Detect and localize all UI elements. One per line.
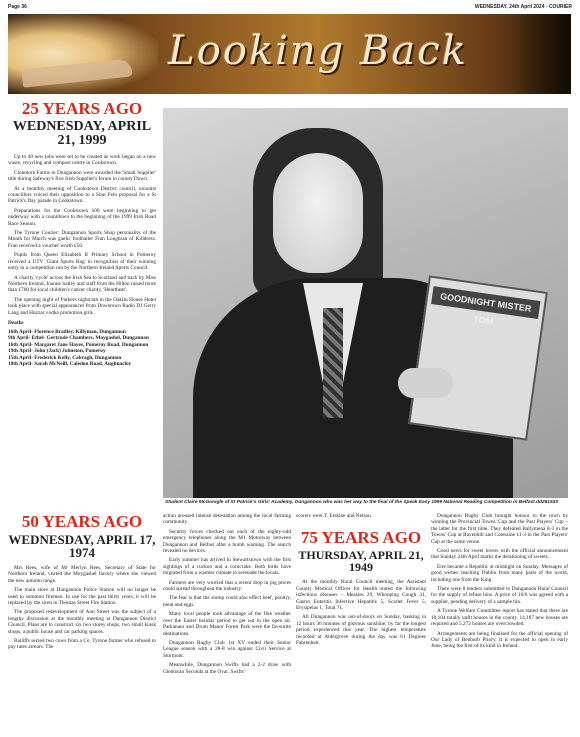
death-notice: 15th April- Frederick Kelly, Cabragh, Dungannon — [8, 354, 122, 361]
article-paragraph: Farmers are very worried that a recent drop in pig prices could spread throughout the industry. — [163, 579, 291, 593]
article-paragraph: Preparations for the Cookstown 100 were beginning to get underway with a countdown to the beginning of the 1999 Irish Road Race Season. — [8, 207, 156, 227]
section-date: WEDNESDAY, APRIL 17, 1974 — [8, 532, 156, 560]
article-paragraph: The main store at Dungannon Police Station will no longer be used to summon firemen. In use for the past thirty years, it will be replaced by the siren in Thomas Street Fire Station. — [8, 587, 156, 607]
article-paragraph: Bailiffs seized two cows from a Co. Tyrone farmer who refused to pay rates arrears. The — [8, 638, 156, 651]
article-paragraph: Security forces checked out each of the eighty-odd emergency telephones along the M1 Motorway between Dungannon and Belfast after a bomb warning. The search revealed no devices. — [163, 528, 291, 555]
article-paragraph: Pupils from Queen Elizabeth II Primary School in Pomeroy received a UTV 'Giant Sports Bag' in recognition of their winning entry in a competition run by the Northern Ireland Sports Council. — [8, 252, 156, 272]
article-paragraph: There were 8 tenders submitted to Dungannon Rural Council for the supply of refuse bins. A price of 16/6 was agreed with a supplier, pending delivery of a sample bin. — [431, 586, 568, 605]
article-column-4 — [431, 513, 568, 650]
section-date: WEDNESDAY, APRIL 21, 1999 — [12, 119, 152, 148]
dateline: WEDNESDAY, 24th April 2024 - COURIER — [474, 4, 572, 10]
article-paragraph: scorers were T. Erskine and Nelson. — [296, 513, 373, 519]
death-notice: 19th April- John (Jack) Johnston, Pomeroy — [8, 348, 106, 355]
article-paragraph: At a monthly meeting of Cookstown District council, unionist councillors voiced their opposition to a Sinn Fein proposal for a St Patrick's Day parade in Cookstown. — [8, 185, 156, 205]
page-header — [8, 4, 572, 12]
article-paragraph: Eire became a Republic at midnight on Sunday. Messages of good wishes reaching Dublin from many parts of the world, including one from the King. — [431, 563, 568, 583]
looking-back-banner — [8, 14, 571, 94]
section-title: 75 YEARS AGO — [300, 528, 422, 548]
banner-title: Looking Back — [168, 28, 468, 74]
book-title: GOODNIGHT MISTER TOM — [431, 286, 540, 319]
student-photo — [163, 108, 568, 498]
article-paragraph: Early summer has arrived in Stewartstown with the first sightings of a cuckoo and a corncrake. Both birds have migrated from a warmer climate to serenade the locals. — [163, 557, 291, 577]
section-title: 25 YEARS AGO — [21, 99, 143, 118]
section-50-years — [8, 513, 156, 651]
article-column-2 — [163, 513, 291, 675]
deaths-heading: Deaths — [8, 319, 24, 326]
photo-caption: Student Claire McGonigle of St Patrick's Girls' Academy, Dungannon who was her way to the final of the Speak Easy 1999 National Reading Competition in Belfast.dd261533 — [165, 500, 558, 505]
article-paragraph: Meanwhile, Dungannon Swifts had a 2-2 draw with Glentoran Seconds at the Oval. Swifts' — [163, 662, 291, 675]
article-paragraph: Arrangements are being finalised for the official opening of Our Lady of Benburb Priory. It is expected to open in early June, being the first of its kind in Ireland. — [431, 630, 568, 650]
article-paragraph: A Tyrone Welfare Committee report has stated that there are 10,104 totally unfit houses in the county. 14,187 new houses are required and 5,272 houses are overcrowded. — [431, 608, 568, 628]
article-paragraph: The proposed redevelopment of Ann Street was the subject of a lengthy discussion at the monthly meeting at Dungannon District Council. Plans are to construct six two storey shops, two small kiosk shops, a public house and car parking spaces. — [8, 609, 156, 635]
article-paragraph: Mrs Rees, wife of Mr Merlyn Rees, Secretary of State for Northern Ireland, visited the Moygashel factory where she viewed the new autumn range. — [8, 565, 156, 584]
article-paragraph: Clonmore Farms in Dungannon were awarded the 'Small Supplier' title during Safeway's first Irish Supplier's forum in county Down. — [8, 169, 156, 183]
article-paragraph: The Tyrone Courier: Dungannon Sports Shop personality of the Month for March was gaelic footballer Fran Loughran of Killdress. Fran received a voucher worth £50. — [8, 230, 156, 249]
article-paragraph: All Dungannon was out-of-doors on Sunday, basking in 12 hours 36 minutes of glorious sunshine; by far the longest period experienced this year. The highest temperature recorded at Aldergrove during the day was 61 Degrees Fahrenheit. — [296, 614, 426, 647]
deaths-list — [8, 329, 156, 367]
article-paragraph: Up to 40 new jobs were set to be created as work began on a new waste, recycling and compost centre in Cookstown. — [8, 154, 156, 167]
article-paragraph: action aroused intense detestation among the local farming community. — [163, 513, 291, 526]
article-paragraph: Dungannon Rugby Club brought honour to the town by winning the Provincial Towns' Cup and the Past Players' Cup – the latter for the first time. They defeated Ballymena 8-3 in the Towns' Cup at Ravenhill and Coleraine 11-3 in the Past Players' Cup at the same venue. — [431, 513, 568, 545]
article-paragraph: Dungannon Rugby Club 1st XV ended their Senior League season with a 28-8 win against Civil Service at Stormont. — [163, 639, 291, 659]
article-paragraph: A charity 'cycle' across the Irish Sea to Scotland and back by Miss Northern Ireland, Joanne Salley and staff from the Hilton raised more than £700 for local children's cancer charity, 'Heartbeat'. — [8, 274, 156, 294]
death-notice: 16th April- Florence Bradley, Killyman, Dungannon — [8, 328, 126, 335]
page-number: Page 36 — [8, 4, 27, 10]
article-paragraph: Good news for sweet lovers with the official announcement that Sunday 24th April marks the derationing of sweets. — [431, 548, 568, 561]
death-notice: 16th April- Margaret Jane Hayes, Pomeroy Road, Dungannon — [8, 341, 149, 348]
article-paragraph: The fear is that the slump could also effect beef, poultry, meat and eggs. — [163, 595, 291, 608]
banner-vignette — [511, 14, 571, 94]
book-image — [408, 275, 548, 440]
article-paragraph: The opening night of Parkers nightclub in the Oaklin House Hotel took place with special appearances from Downtown Radio DJ Gerry Lang and Huzzar vodka promotion girls. — [8, 296, 156, 316]
section-date: THURSDAY, APRIL 21, 1949 — [298, 548, 424, 575]
section-title: 50 YEARS AGO — [21, 512, 143, 531]
section-25-years — [8, 100, 156, 367]
death-notice: 18th April- Sarah McNeill, Caledon Road, Aughnacloy — [8, 360, 132, 367]
section-75-years — [296, 513, 426, 646]
death-notice: 9th April- Ethel- Gertrude Chambers, Moygashel, Dungannon — [8, 335, 149, 342]
article-paragraph: Many local people took advantage of the fine weather over the Easter holiday period to get out in the open air. Parkanaur and Drum Manor Forest Park were the favourite destinations. — [163, 611, 291, 637]
article-paragraph: At the monthly Rural Council meeting, the Assistant County Medical Officer for Health stated the following infectious diseases – Measles 29, Whooping Cough 31, Gastro Enteritis Infective Hepatitis 5, Scarlet Fever 5, Erysipelas 1, Total 71. — [296, 579, 426, 612]
